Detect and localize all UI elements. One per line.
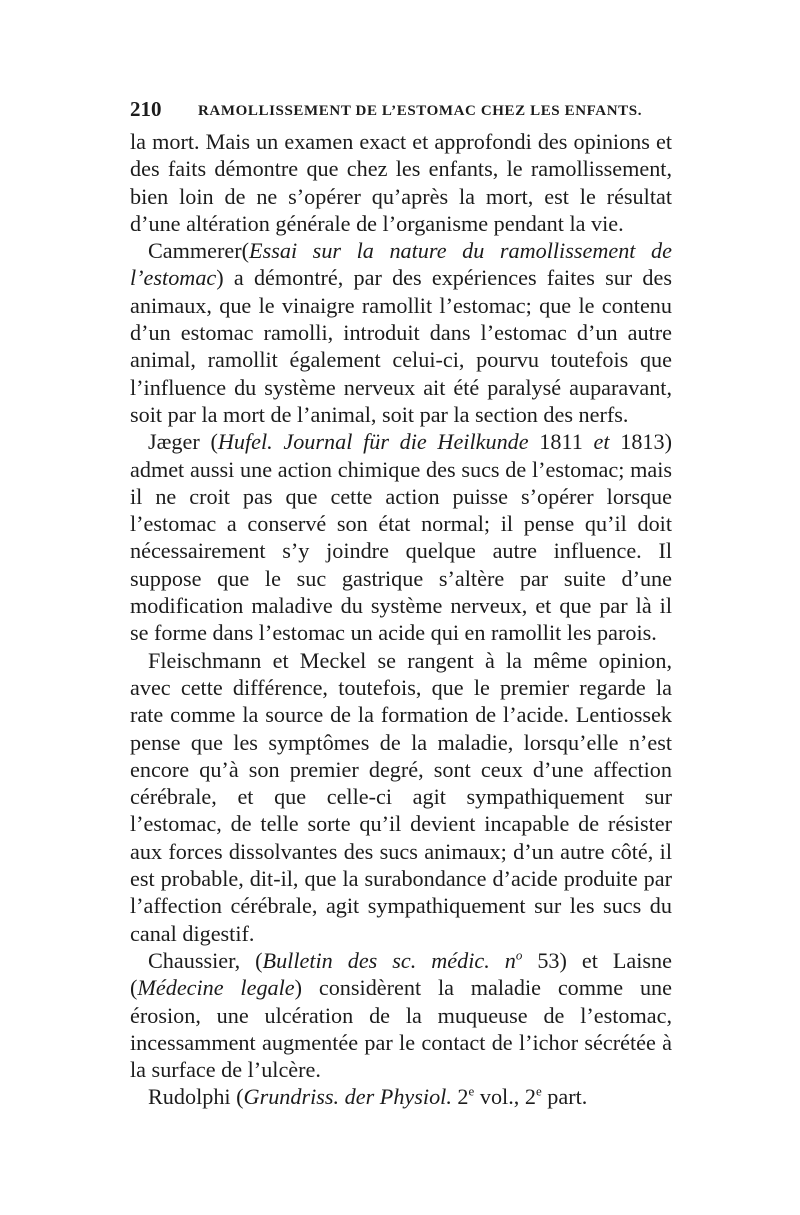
work-title-bulletin: Bulletin des sc. médic. n — [262, 947, 516, 973]
paragraph-4-text: Fleischmann et Meckel se rangent à la même opinion, avec cette différence, toutefois, que le premier regarde la rate comme la source de la formation de l’acide. Lentiossek pense que les symptômes de la maladie, lorsqu’elle n’est encore qu’à son premier degré, sont ceux d’une affection cérébrale, et que celle-ci agit sympathiquement sur l’estomac, de telle sorte qu’il devient incapable de résister aux forces dissolvantes des sucs animaux; d’un autre côté, il est probable, dit-il, que la surabondance d’acide produite par l’affection cérébrale, agit sympathiquement sur les sucs du canal digestif. — [130, 647, 672, 946]
year-1813: 1813) — [609, 429, 672, 455]
work-title-grundriss: Grundriss. der Physiol. — [243, 1084, 452, 1110]
numero-superscript: o — [515, 947, 523, 963]
volume-superscript: e — [468, 1084, 475, 1099]
paragraph-2 — [130, 237, 672, 428]
volume-number: 2 — [451, 1084, 469, 1110]
open-paren: ( — [241, 238, 250, 264]
page-number: 210 — [130, 97, 162, 121]
bulletin-number: 53) et Laisne ( — [130, 947, 672, 1001]
work-title-essai: Essai sur la nature du ramollissement de l’estomac — [130, 238, 672, 291]
volume-text: vol., 2 — [474, 1084, 536, 1110]
author-jaeger: Jæger ( — [148, 429, 218, 455]
work-title-medecine-legale: Médecine legale — [137, 975, 295, 1001]
paragraph-3-text: admet aussi une action chimique des sucs de l’estomac; mais il ne croit pas que cette action puisse s’opérer lorsque l’estomac a conservé son état normal; il pense qu’il doit nécessairement s’y joindre quelque autre influence. Il suppose que le suc gastrique s’altère par suite d’une modification maladive du système nerveux, et que par là il se forme dans l’estomac un acide qui en ramollit les parois. — [130, 456, 672, 646]
paragraph-1-text: la mort. Mais un examen exact et approfondi des opinions et des faits démontre que chez les enfants, le ramollissement, bien loin de ne s’opérer qu’après la mort, est le résultat d’une altération générale de l’organisme pendant la vie. — [130, 129, 672, 236]
part-text: part. — [541, 1084, 588, 1110]
paragraph-3 — [130, 428, 672, 646]
author-chaussier: Chaussier, ( — [148, 947, 263, 973]
year-1811: 1811 — [528, 429, 594, 455]
author-cammerer: Cammerer — [148, 238, 242, 264]
paragraph-6 — [130, 1083, 672, 1110]
running-title: RAMOLLISSEMENT DE L’ESTOMAC CHEZ LES ENFANTS. — [198, 103, 643, 119]
paragraph-5 — [130, 947, 672, 1083]
body-text — [130, 128, 672, 1111]
conjunction-et: et — [593, 429, 610, 455]
paragraph-4 — [130, 647, 672, 947]
running-head — [130, 96, 670, 122]
author-rudolphi: Rudolphi ( — [148, 1084, 244, 1110]
paragraph-1 — [130, 128, 672, 237]
paragraph-2-text: ) a démontré, par des expériences faites sur des animaux, que le vinaigre ramollit l’estomac; que le contenu d’un estomac ramolli, introduit dans l’estomac d’un autre animal, ramollit également celui-ci, pourvu toutefois que l’influence du système nerveux ait été paralysé auparavant, soit par la mort de l’animal, soit par la section des nerfs. — [130, 265, 672, 427]
work-title-hufeland: Hufel. Journal für die Heilkunde — [217, 429, 529, 455]
paragraph-5-text: ) considèrent la maladie comme une érosion, une ulcération de la muqueuse de l’estomac, incessamment augmentée par le contact de l’ichor sécrétée à la surface de l’ulcère. — [130, 975, 672, 1083]
part-superscript: e — [535, 1084, 542, 1099]
